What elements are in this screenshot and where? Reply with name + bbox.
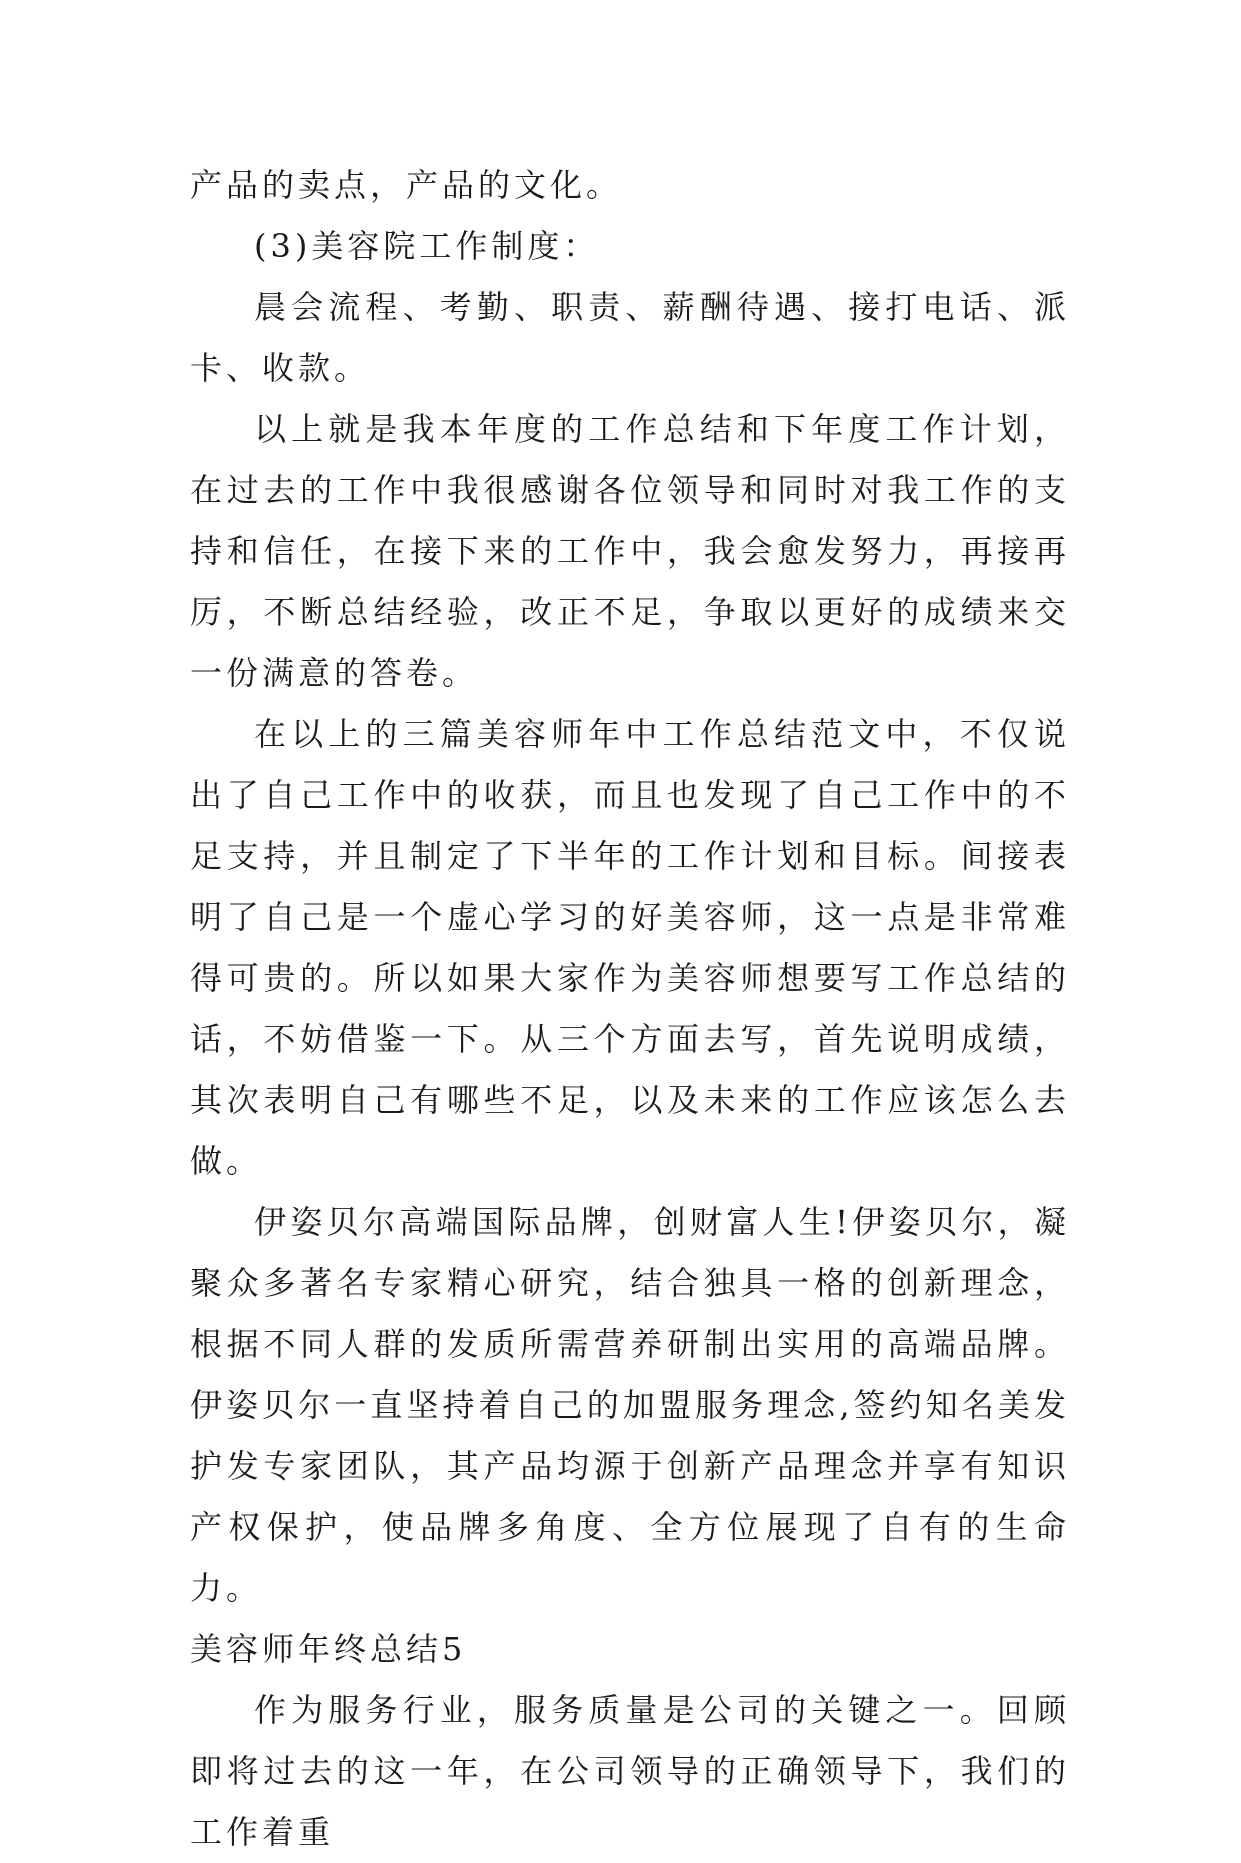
paragraph-salon-work-rules: (3)美容院工作制度： — [254, 227, 600, 265]
section-heading: 美容师年终总结5 — [190, 1630, 467, 1668]
paragraph-rules-list: 晨会流程、考勤、职责、薪酬待遇、接打电话、派卡、收款。 — [190, 288, 1070, 387]
paragraph-year-end-opening: 作为服务行业，服务质量是公司的关键之一。回顾即将过去的这一年，在公司领导的正确领导下，我们的工作着重 — [190, 1691, 1070, 1851]
paragraph-commentary: 在以上的三篇美容师年中工作总结范文中，不仅说出了自己工作中的收获，而且也发现了自己工作中的不足支持，并且制定了下半年的工作计划和目标。间接表明了自己是一个虚心学习的好美容师，这一点是非常难得可贵的。所以如果大家作为美容师想要写工作总结的话，不妨借鉴一下。从三个方面去写，首先说明成绩，其次表明自己有哪些不足，以及未来的工作应该怎么去做。 — [190, 715, 1070, 1180]
paragraph-product-selling-points: 产品的卖点，产品的文化。 — [190, 166, 623, 204]
paragraph-brand-intro: 伊姿贝尔高端国际品牌，创财富人生!伊姿贝尔，凝聚众多著名专家精心研究，结合独具一格的创新理念，根据不同人群的发质所需营养研制出实用的高端品牌。伊姿贝尔一直坚持着自己的加盟服务理念,签约知名美发护发专家团队，其产品均源于创新产品理念并享有知识产权保护，使品牌多角度、全方位展现了自有的生命力。 — [190, 1203, 1070, 1607]
paragraph-summary-conclusion: 以上就是我本年度的工作总结和下年度工作计划，在过去的工作中我很感谢各位领导和同时对我工作的支持和信任，在接下来的工作中，我会愈发努力，再接再厉，不断总结经验，改正不足，争取以更好的成绩来交一份满意的答卷。 — [190, 410, 1070, 692]
document-body — [190, 155, 1070, 1863]
